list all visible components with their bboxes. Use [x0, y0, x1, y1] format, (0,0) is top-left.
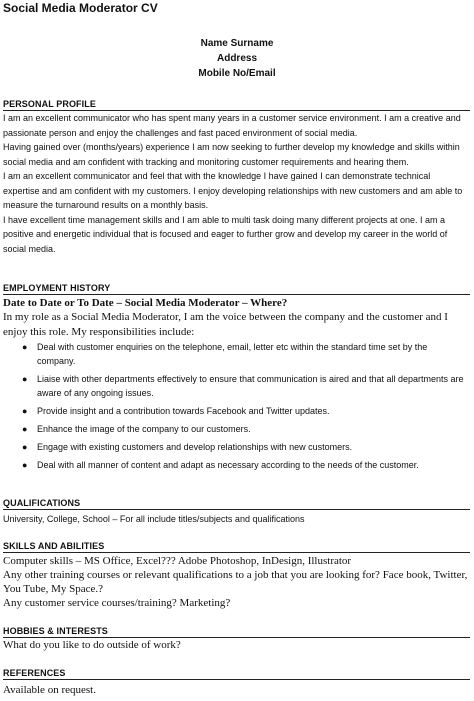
list-item: ● Engage with existing customers and develop relationships with new customers. — [22, 442, 353, 452]
employment-intro: In my role as a Social Media Moderator, I am the voice between the company and the customer and I enjoy this role. My responsibilities include: — [3, 311, 448, 338]
duties-list — [0, 340, 474, 476]
section-heading-qualifications: QUALIFICATIONS — [3, 498, 81, 508]
document-title: Social Media Moderator CV — [3, 1, 158, 15]
contact-name: Name Surname — [200, 38, 274, 49]
profile-paragraph: Having gained over (months/years) experience I am now seeking to further develop my knowledge and skills within social media and am confident with tracking and monitoring customer requirements and hearing them. — [3, 142, 460, 167]
bullet-icon: ● — [22, 342, 28, 352]
section-divider — [3, 509, 470, 510]
profile-text — [3, 111, 469, 256]
skills-line: Any other training courses or relevant qualifications to a job that you are looking for? Face book, Twitter, You Tube, My Space.? — [3, 569, 468, 595]
bullet-icon: ● — [22, 374, 28, 384]
list-item: ● Provide insight and a contribution towards Facebook and Twitter updates. — [22, 406, 330, 416]
list-item: ● Deal with customer enquiries on the telephone, email, letter etc within the standard time set by the company. — [22, 342, 428, 366]
contact-address: Address — [216, 53, 257, 64]
bullet-icon: ● — [22, 424, 28, 434]
profile-paragraph: I am an excellent communicator and feel that with the knowledge I have gained I can demonstrate technical expertise and am confident with my customers. I enjoy developing relationships with new customers and am able to measure the turnaround results on a monthly basis. — [3, 171, 463, 210]
list-item: ● Enhance the image of the company to our customers. — [22, 424, 251, 434]
section-heading-references: REFERENCES — [3, 668, 66, 678]
skills-text — [3, 554, 469, 610]
section-heading-employment-history: EMPLOYMENT HISTORY — [3, 283, 111, 293]
list-item: ● Liaise with other departments effectively to ensure that communication is aired and that all departments are aware of any ongoing issues. — [22, 374, 464, 398]
contact-mobile-email: Mobile No/Email — [198, 68, 276, 79]
section-heading-hobbies: HOBBIES & INTERESTS — [3, 626, 108, 636]
profile-paragraph: I have excellent time management skills and I am able to multi task doing many different projects at one. I am a positive and energetic individual that is focused and eager to further grow and develop my career in the world of social media. — [3, 214, 448, 254]
section-divider — [3, 294, 470, 295]
bullet-icon: ● — [22, 460, 28, 470]
bullet-icon: ● — [22, 442, 28, 452]
skills-line: Computer skills – MS Office, Excel??? Adobe Photoshop, InDesign, Illustrator — [3, 555, 352, 567]
employment-role-line: Date to Date or To Date – Social Media Moderator – Where? — [3, 297, 288, 309]
skills-line: Any customer service courses/training? Marketing? — [3, 597, 231, 609]
section-heading-personal-profile: PERSONAL PROFILE — [3, 99, 96, 109]
profile-paragraph: I am an excellent communicator who has spent many years in a customer service environment. I am a creative and passionate person and enjoy the challenges and fast paced environment of social media. — [3, 113, 461, 138]
bullet-icon: ● — [22, 406, 28, 416]
section-divider — [3, 552, 470, 553]
references-text: Available on request. — [3, 684, 96, 696]
qualifications-text: University, College, School – For all include titles/subjects and qualifications — [3, 514, 305, 524]
hobbies-text: What do you like to do outside of work? — [3, 639, 181, 651]
section-divider — [3, 679, 470, 680]
section-heading-skills: SKILLS AND ABILITIES — [3, 541, 105, 551]
list-item: ● Deal with all manner of content and adapt as necessary according to the needs of the customer. — [22, 460, 419, 470]
